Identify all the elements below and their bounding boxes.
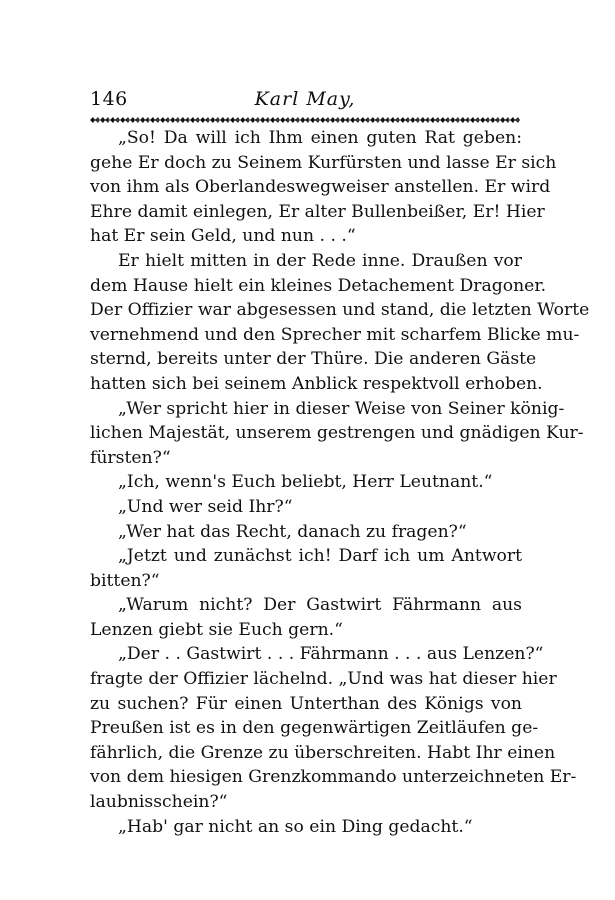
body-text <box>90 126 590 839</box>
text-line: Preußen ist es in den gegenwärtigen Zeitläufen ge- <box>90 718 539 739</box>
text-line: gehe Er doch zu Seinem Kurfürsten und lasse Er sich <box>90 152 557 173</box>
text-line: „Warum nicht? Der Gastwirt Fährmann aus <box>118 595 522 616</box>
text-line: zu suchen? Für einen Unterthan des Königs von <box>90 693 522 714</box>
text-line: hatten sich bei seinem Anblick respektvoll erhoben. <box>90 373 543 394</box>
text-line: vernehmend und den Sprecher mit scharfem Blicke mu- <box>90 324 580 345</box>
text-line: fragte der Offizier lächelnd. „Und was hat dieser hier <box>90 669 557 690</box>
text-line: „Jetzt und zunächst ich! Darf ich um Antwort <box>118 546 522 567</box>
text-line: hat Er sein Geld, und nun . . .“ <box>90 226 356 247</box>
text-line: fürsten?“ <box>90 447 171 468</box>
text-line: bitten?“ <box>90 570 160 591</box>
text-line: Ehre damit einlegen, Er alter Bullenbeißer, Er! Hier <box>90 201 545 222</box>
page-header <box>90 88 520 112</box>
ornament-pattern-icon <box>90 116 520 124</box>
text-line: „Wer hat das Recht, danach zu fragen?“ <box>118 521 467 542</box>
text-line: laubnisschein?“ <box>90 792 228 813</box>
text-line: „Hab' gar nicht an so ein Ding gedacht.“ <box>118 816 473 837</box>
page-number: 146 <box>90 88 128 110</box>
text-line: „Der . . Gastwirt . . . Fährmann . . . aus Lenzen?“ <box>118 644 544 665</box>
text-line: von dem hiesigen Grenzkommando unterzeichneten Er- <box>90 767 577 788</box>
text-line: von ihm als Oberlandeswegweiser anstellen. Er wird <box>90 177 551 198</box>
text-line: dem Hause hielt ein kleines Detachement Dragoner. <box>90 275 547 296</box>
text-line: „Ich, wenn's Euch beliebt, Herr Leutnant.“ <box>118 472 493 493</box>
text-line: Er hielt mitten in der Rede inne. Draußen vor <box>118 250 522 271</box>
text-line: Lenzen giebt sie Euch gern.“ <box>90 619 343 640</box>
text-line: sternd, bereits unter der Thüre. Die anderen Gäste <box>90 349 537 370</box>
text-line: lichen Majestät, unserem gestrengen und gnädigen Kur- <box>90 423 584 444</box>
text-line: „Und wer seid Ihr?“ <box>118 496 293 517</box>
running-head: Karl May, <box>254 88 356 110</box>
text-line: „Wer spricht hier in dieser Weise von Seiner könig- <box>118 398 565 419</box>
text-line: fährlich, die Grenze zu überschreiten. Habt Ihr einen <box>90 742 556 763</box>
text-line: Der Offizier war abgesessen und stand, die letzten Worte <box>90 300 590 321</box>
ornamental-rule <box>90 116 520 124</box>
text-line: „So! Da will ich Ihm einen guten Rat geben: <box>118 128 522 148</box>
